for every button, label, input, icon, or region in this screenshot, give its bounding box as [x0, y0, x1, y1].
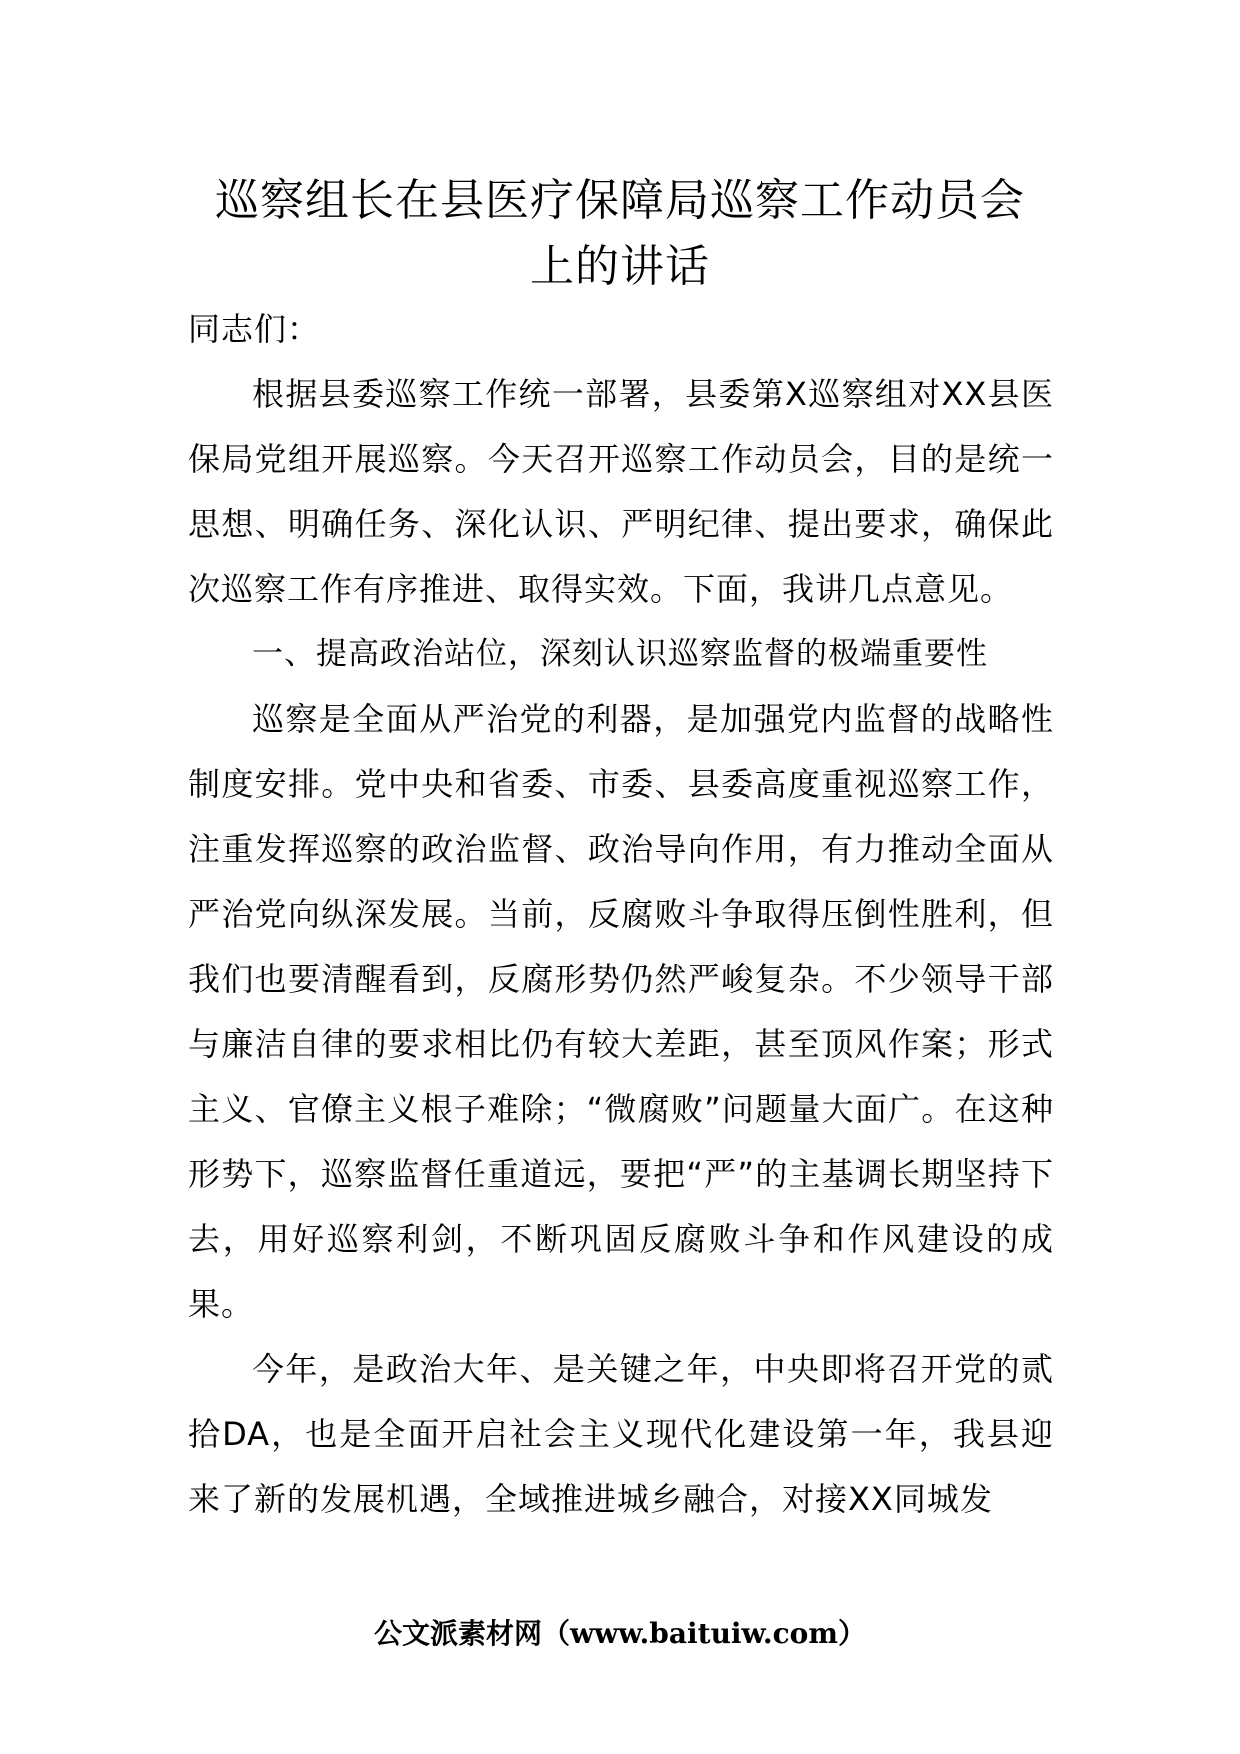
salutation: 同志们： — [188, 310, 321, 348]
paragraph-section-1: 巡察是全面从严治党的利器，是加强党内监督的战略性制度安排。党中央和省委、市委、县委高度重视巡察工作，注重发挥巡察的政治监督、政治导向作用，有力推动全面从严治党向纵深发展。当前，反腐败斗争取得压倒性胜利，但我们也要清醒看到，反腐形势仍然严峻复杂。不少领导干部与廉洁自律的要求相比仍有较大差距，甚至顶风作案；形式主义、官僚主义根子难除；“微腐败”问题量大面广。在这种形势下，巡察监督任重道远，要把“严”的主基调长期坚持下去，用好巡察利剑，不断巩固反腐败斗争和作风建设的成果。 — [188, 700, 1054, 1323]
footer-watermark: 公文派素材网（www.baituiw.com） — [374, 1617, 866, 1650]
document-body — [188, 297, 1054, 1532]
paragraph-this-year: 今年，是政治大年、是关键之年，中央即将召开党的贰拾DA，也是全面开启社会主义现代化建设第一年，我县迎来了新的发展机遇，全域推进城乡融合，对接XX同城发 — [188, 1350, 1054, 1518]
section-heading-1: 一、提高政治站位，深刻认识巡察监督的极端重要性 — [252, 636, 988, 672]
title-line-1: 巡察组长在县医疗保障局巡察工作动员会 — [215, 175, 1025, 226]
title-line-2: 上的讲话 — [530, 241, 710, 292]
paragraph-intro: 根据县委巡察工作统一部署，县委第X巡察组对XX县医保局党组开展巡察。今天召开巡察工作动员会，目的是统一思想、明确任务、深化认识、严明纪律、提出要求，确保此次巡察工作有序推进、取得实效。下面，我讲几点意见。 — [188, 375, 1054, 608]
document-title — [150, 168, 1090, 300]
